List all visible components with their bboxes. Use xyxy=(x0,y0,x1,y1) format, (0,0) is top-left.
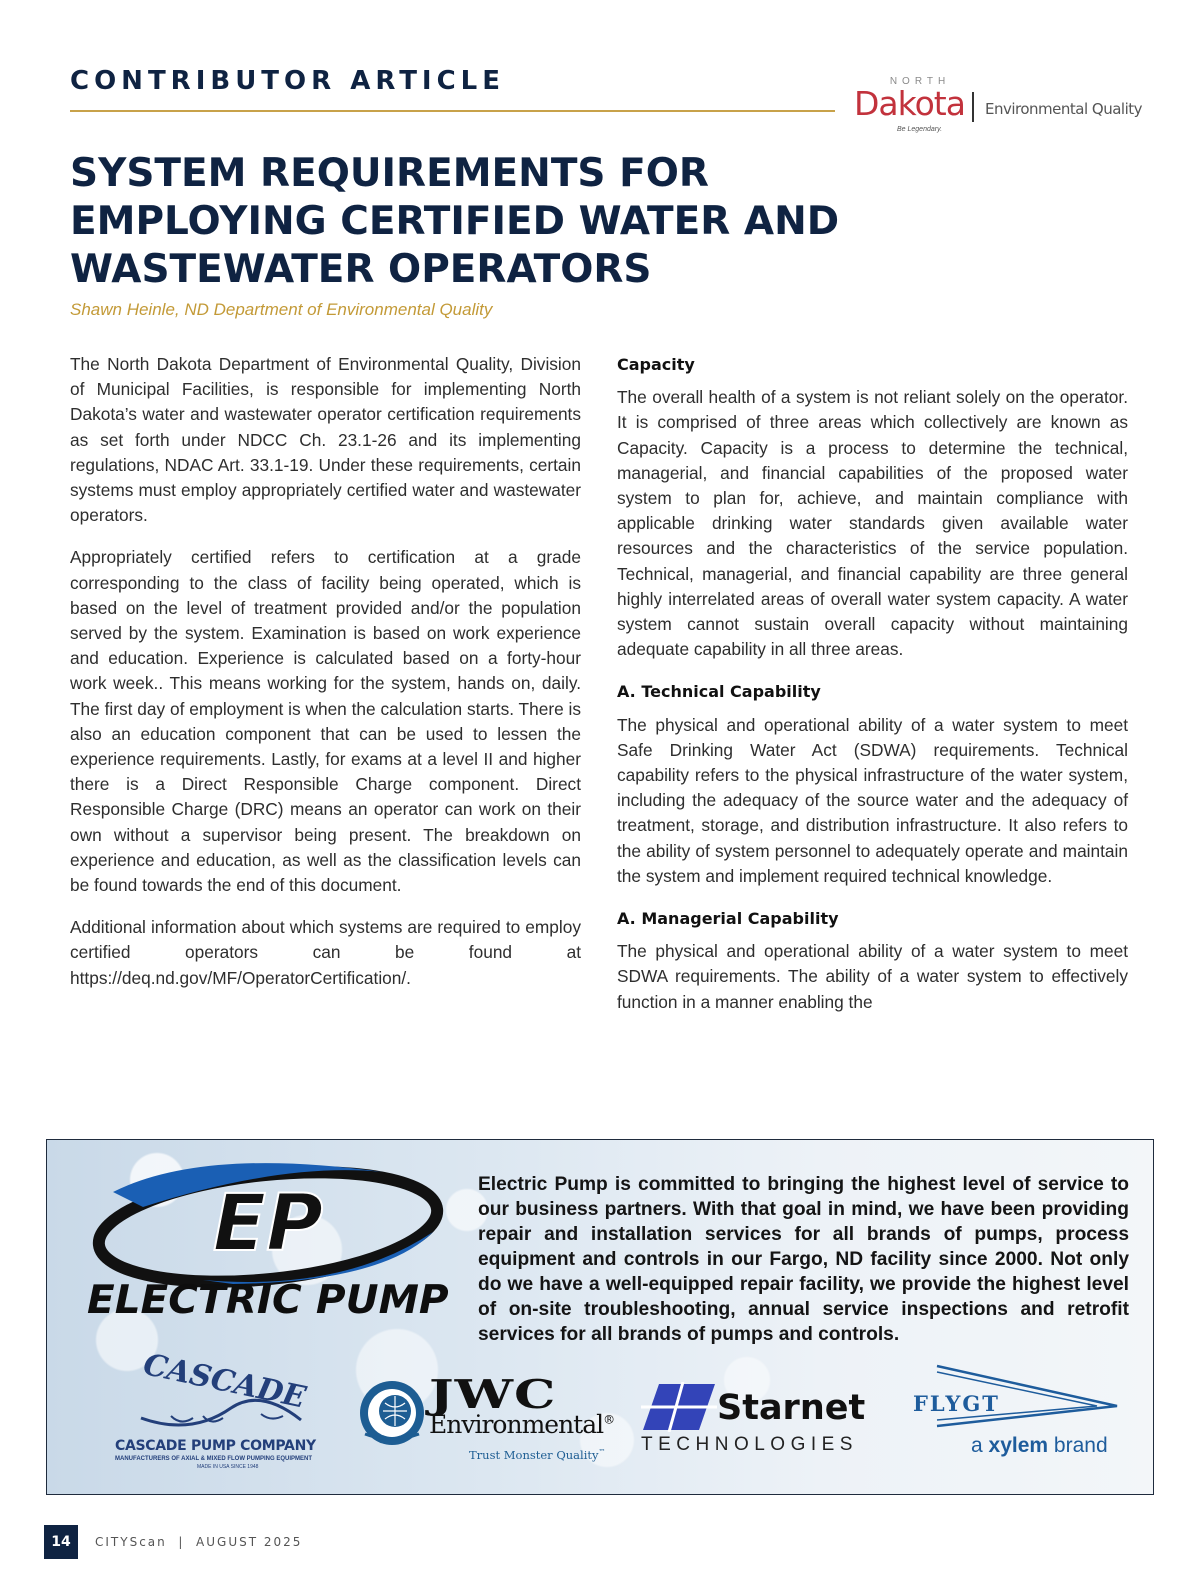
xylem-prefix: a xyxy=(971,1434,983,1457)
managerial-capability-heading: A. Managerial Capability xyxy=(617,909,839,929)
starnet-grid-icon xyxy=(641,1382,717,1432)
xylem-brand-line xyxy=(971,1434,1108,1458)
capacity-heading: Capacity xyxy=(617,355,695,374)
electric-pump-logo xyxy=(83,1152,453,1292)
article-title: SYSTEM REQUIREMENTS FOR EMPLOYING CERTIFIED WATER AND WASTEWATER OPERATORS xyxy=(70,151,840,292)
cascade-pump-logo xyxy=(111,1347,351,1470)
flygt-xylem-logo xyxy=(907,1362,1122,1472)
nd-logo-tagline: Be Legendary. xyxy=(897,126,943,133)
cascade-subtitle: MANUFACTURERS OF AXIAL & MIXED FLOW PUMPING EQUIPMENT xyxy=(115,1456,313,1462)
jwc-letters: JWC xyxy=(429,1372,557,1418)
nd-logo-department: Environmental Quality xyxy=(985,100,1143,118)
nd-logo-divider xyxy=(972,92,974,122)
nd-logo-north: NORTH xyxy=(889,76,951,87)
flygt-word: FLYGT xyxy=(913,1391,1000,1416)
ep-letters: EP xyxy=(212,1179,324,1269)
article-column-left xyxy=(70,352,581,1008)
section-kicker: CONTRIBUTOR ARTICLE xyxy=(70,66,506,96)
technical-capability-paragraph: The physical and operational ability of a water system to meet Safe Drinking Water Act (SDWA) requirements. Technical capability refers to the physical infrastructure of the water system, including the adequacy of the source water and the adequacy of treatment, storage, and distribution infrastructure. It also refers to the ability of system personnel to adequately operate and maintain the system and implement required technical knowledge. xyxy=(617,714,1128,886)
article-paragraph: Appropriately certified refers to certification at a grade corresponding to the class of facility being operated, which is based on the level of treatment provided and/or the population served by the system. Examination is based on work experience and education. Experience is calculated based on a forty-hour work week.. This means working for the system, hands on, daily. The first day of employment is when the calculation starts. There is also an education component that can be used to lessen the experience requirements. Lastly, for exams at a level II and higher there is a Direct Responsible Charge component. Direct Responsible Charge (DRC) means an operator can work on their own without a supervisor being present. The breakdown on experience and education, as well as the classification levels can be found towards the end of this document. xyxy=(70,547,581,896)
article-paragraph: The North Dakota Department of Environmental Quality, Division of Municipal Facilities, is responsible for implementing North Dakota’s water and wastewater operator certification requirements as set forth under NDCC Ch. 23.1-26 and its implementing regulations, NDAC Art. 33.1-19. Under these requirements, certain systems must employ appropriately certified water and wastewater operators. xyxy=(70,354,581,526)
jwc-trademark: ™ xyxy=(598,1448,606,1457)
jwc-environmental-word xyxy=(429,1410,614,1439)
jwc-tagline-text: Trust Monster Quality xyxy=(469,1448,599,1462)
starnet-name: Starnet xyxy=(717,1388,866,1428)
article-paragraph: Additional information about which systems are required to employ certified operators can be found at https://deq.nd.gov/MF/OperatorCertification/. xyxy=(70,917,581,988)
nd-deq-logo xyxy=(845,74,1145,140)
starnet-subtitle: TECHNOLOGIES xyxy=(641,1434,858,1455)
ep-swoosh-icon xyxy=(83,1152,453,1292)
cascade-word: CASCADE xyxy=(140,1347,309,1416)
jwc-globe-icon xyxy=(357,1378,427,1448)
cascade-made-in-usa: MADE IN USA SINCE 1948 xyxy=(197,1464,259,1470)
managerial-capability-paragraph: The physical and operational ability of a water system to meet SDWA requirements. The ability of a water system to effectively function in a manner enabling the xyxy=(617,941,1128,1012)
cascade-company-name: CASCADE PUMP COMPANY xyxy=(115,1438,316,1454)
header-rule xyxy=(70,110,835,112)
xylem-suffix: brand xyxy=(1053,1434,1108,1457)
starnet-technologies-logo xyxy=(639,1380,879,1460)
technical-capability-heading: A. Technical Capability xyxy=(617,682,821,702)
electric-pump-advertisement xyxy=(46,1139,1154,1495)
publication-footer: CITYScan | AUGUST 2025 xyxy=(95,1535,303,1549)
jwc-registered-mark: ® xyxy=(603,1412,615,1427)
jwc-environmental-text: Environmental xyxy=(429,1410,604,1439)
xylem-name: xylem xyxy=(988,1434,1049,1457)
capacity-paragraph: The overall health of a system is not reliant solely on the operator. It is comprised of three areas which collectively are known as Capacity. Capacity is a process to determine the technical, managerial, and financial capabilities of the proposed water system to plan for, achieve, and maintain compliance with applicable drinking water standards given available water resources and the characteristics of the service population. Technical, managerial, and financial capability are three general highly interrelated areas of overall water system capacity. A water system cannot sustain overall capacity without maintaining adequate capability in all three areas. xyxy=(617,387,1128,660)
nd-logo-dakota: Dakota xyxy=(854,84,965,123)
ad-body-text: Electric Pump is committed to bringing the highest level of service to our business partners. With that goal in mind, we have been providing repair and installation services for all brands of pumps, process equipment and controls in our Fargo, ND facility since 2000. Not only do we have a well-equipped repair facility, we provide the highest level of on-site troubleshooting, annual service inspections and retrofit services for all brands of pumps and controls. xyxy=(478,1174,1129,1345)
jwc-environmental-logo xyxy=(357,1372,617,1476)
electric-pump-name: ELECTRIC PUMP xyxy=(87,1278,449,1323)
jwc-tagline xyxy=(469,1448,606,1462)
article-column-right xyxy=(617,352,1128,1032)
article-byline: Shawn Heinle, ND Department of Environmental Quality xyxy=(70,300,493,319)
page-number: 14 xyxy=(44,1525,78,1559)
